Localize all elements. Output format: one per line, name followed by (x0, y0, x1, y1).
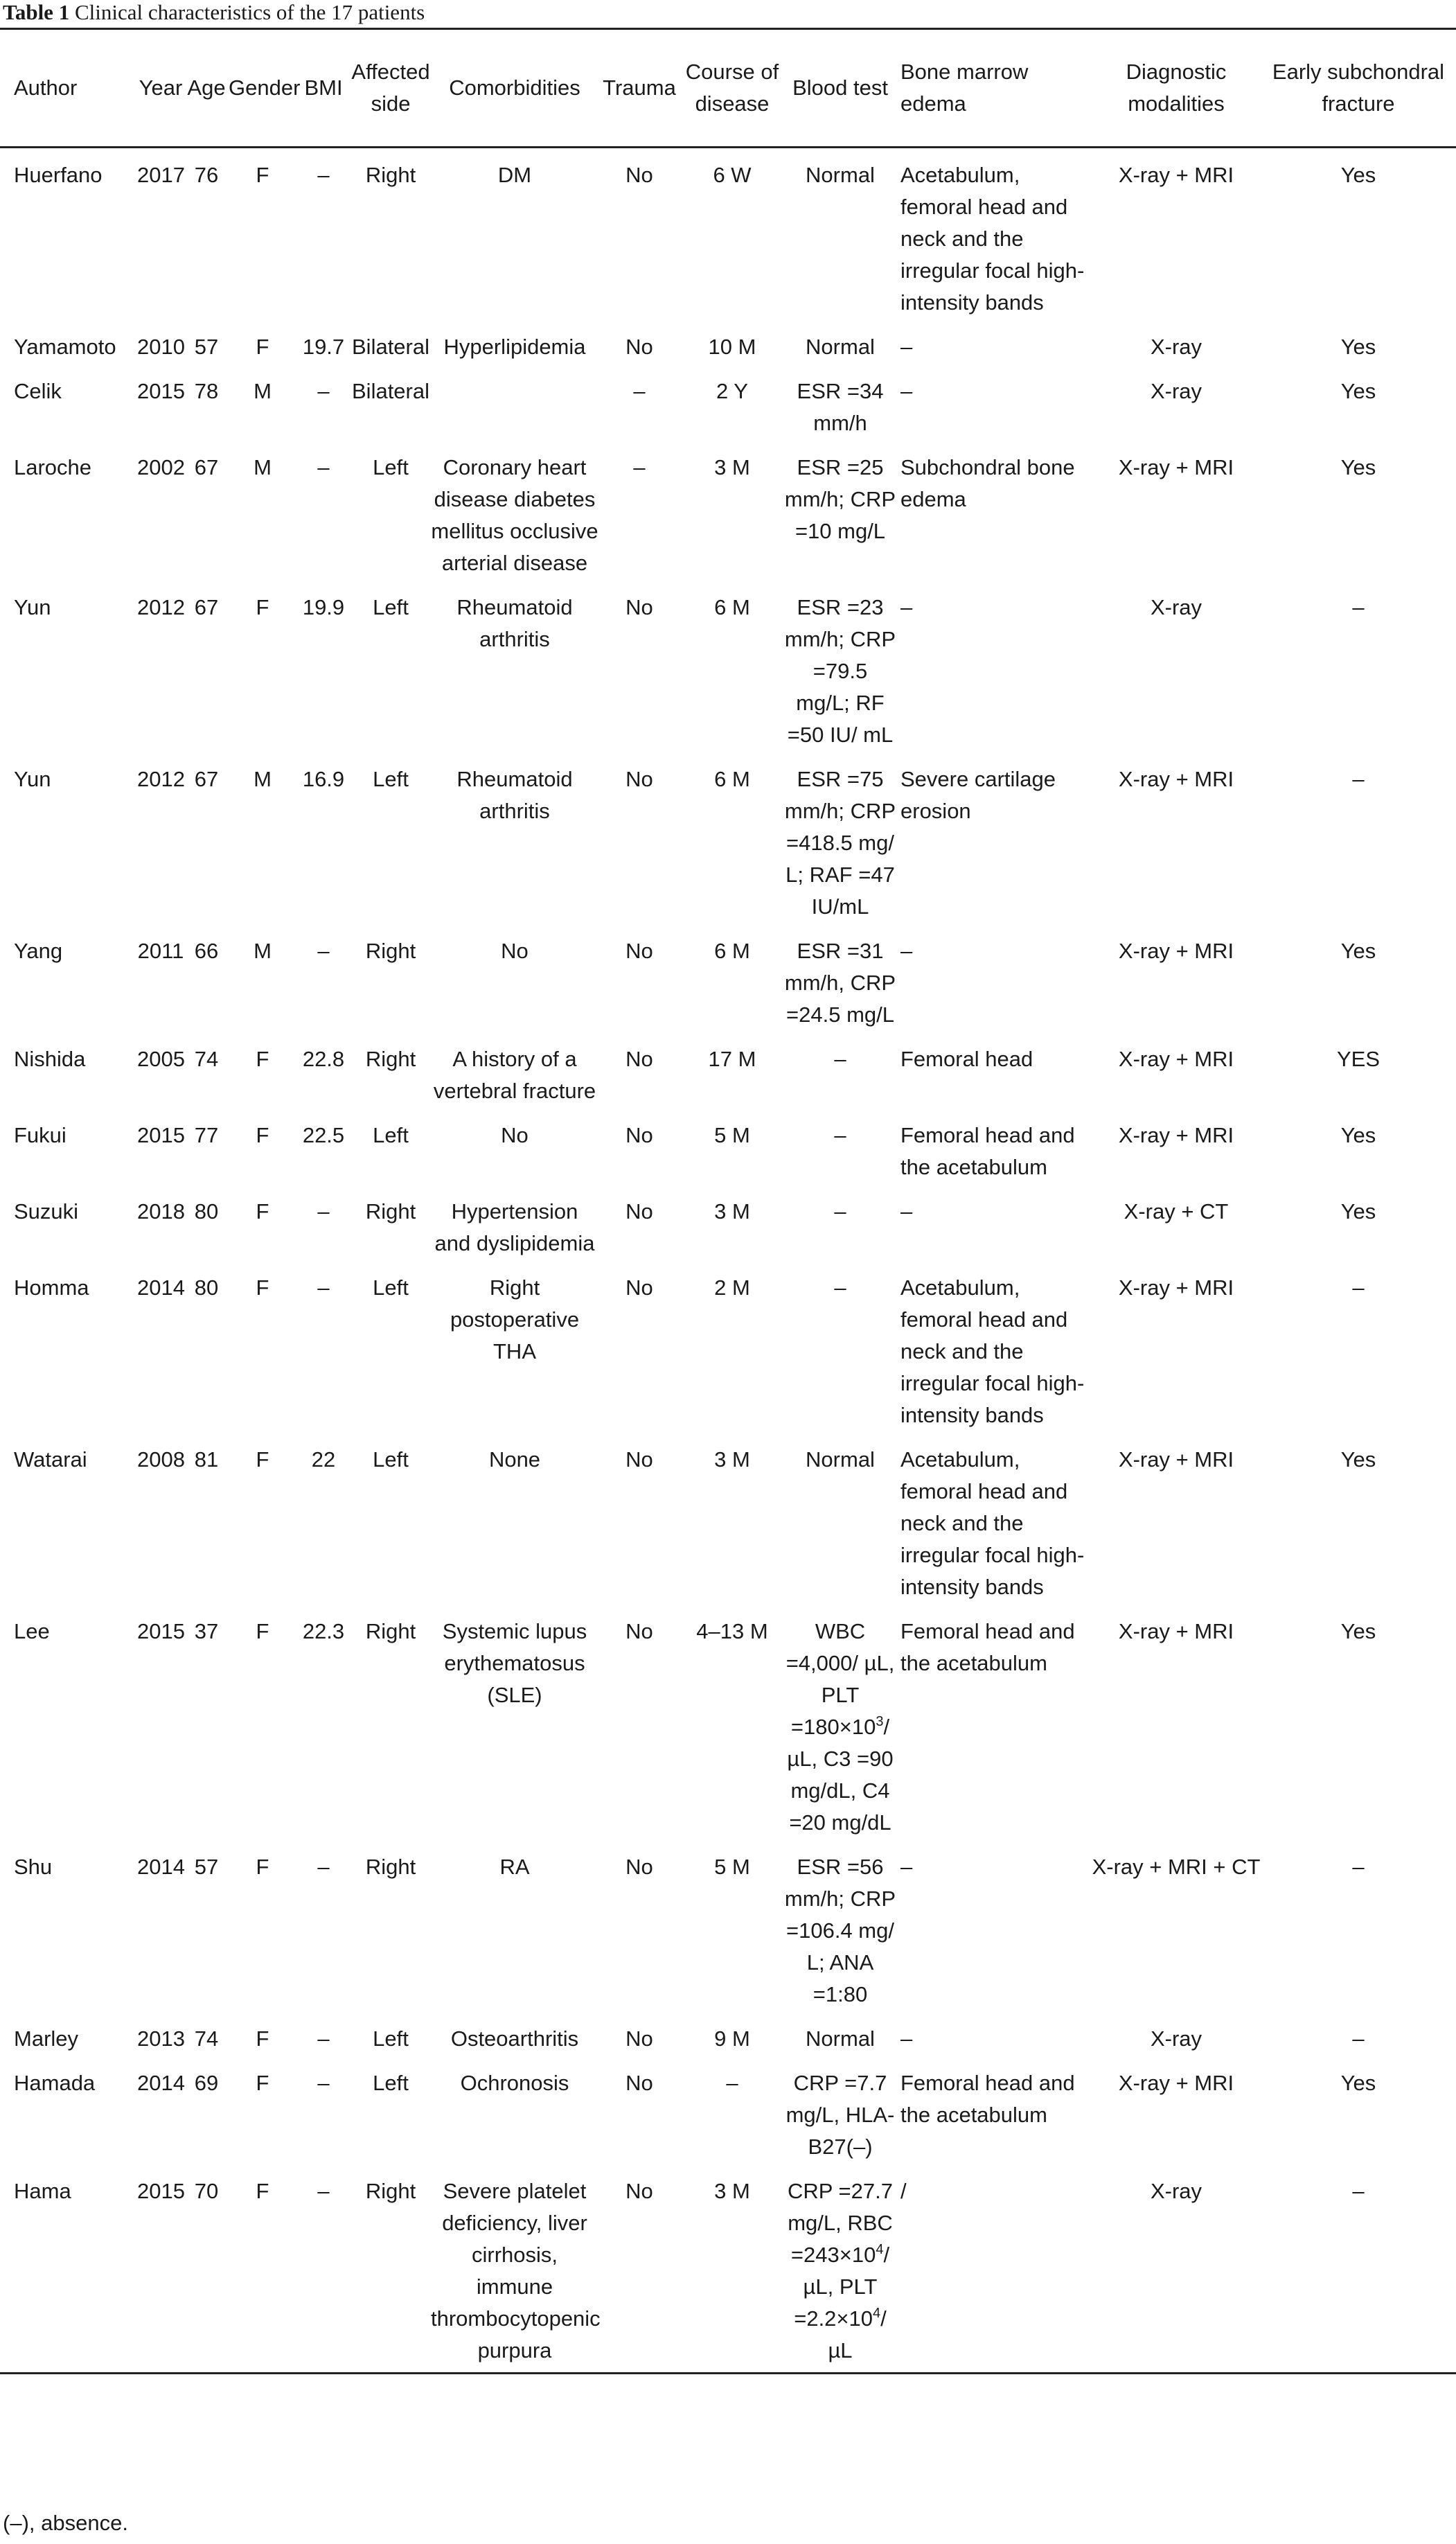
cell-year: 2011 (137, 939, 184, 963)
cell-diagnostic: X-ray + MRI (1118, 455, 1234, 479)
cell-author: Yun (14, 595, 51, 619)
cell-age: 76 (194, 163, 219, 187)
cell-side: Right (365, 939, 416, 963)
table-row (0, 1108, 1456, 1185)
cell-text: / µL, C3 =90 mg/dL, C4 =20 mg/dL (787, 1715, 894, 1835)
cell-gender: F (229, 2164, 296, 2374)
cell-author: Marley (14, 2026, 79, 2051)
cell-author: Watarai (14, 1447, 87, 1472)
cell-diagnostic: X-ray + MRI (1118, 2071, 1234, 2095)
cell-blood-test: – (834, 1275, 846, 1300)
table-row (0, 581, 1456, 752)
table-row (0, 364, 1456, 441)
cell-side: Right (365, 1855, 416, 1879)
header-bmi: BMI (296, 29, 350, 148)
clinical-characteristics-table (0, 28, 1456, 2374)
cell-course: 2 M (714, 1275, 750, 1300)
cell-early-fracture: Yes (1340, 163, 1376, 187)
cell-comorbidities: No (501, 939, 529, 963)
cell-trauma: No (625, 335, 653, 359)
cell-side: Left (373, 2071, 409, 2095)
cell-bmi: – (317, 455, 330, 479)
cell-bmi: 22.8 (302, 1047, 345, 1071)
cell-side: Left (373, 767, 409, 791)
cell-year: 2008 (137, 1447, 185, 1472)
cell-diagnostic: X-ray + MRI (1118, 1619, 1234, 1643)
cell-gender: F (256, 1047, 269, 1071)
cell-year: 2014 (137, 2071, 185, 2095)
cell-year: 2005 (137, 1047, 185, 1071)
cell-course: 6 M (714, 939, 750, 963)
cell-course: 17 M (708, 1047, 756, 1071)
table-row (0, 1261, 1456, 1433)
cell-bone-marrow-edema: – (900, 2026, 913, 2051)
cell-comorbidities: RA (499, 1855, 530, 1879)
cell-bmi: – (317, 1275, 330, 1300)
cell-diagnostic: X-ray + MRI (1118, 1275, 1234, 1300)
cell-year: 2015 (137, 2164, 184, 2374)
cell-early-fracture: – (1352, 1855, 1365, 1879)
cell-comorbidities: Hyperlipidemia (443, 335, 586, 359)
cell-diagnostic: X-ray + MRI (1118, 767, 1234, 791)
cell-diagnostic: X-ray + MRI + CT (1092, 1855, 1261, 1879)
cell-early-fracture: – (1352, 767, 1365, 791)
cell-diagnostic: X-ray (1150, 335, 1202, 359)
cell-blood-test: Normal (806, 163, 875, 187)
cell-course: 9 M (714, 2026, 750, 2051)
cell-bone-marrow-edema: Acetabulum, femoral head and neck and the irregular focal high-intensity bands (900, 163, 1085, 315)
cell-author: Yamamoto (14, 335, 116, 359)
cell-blood-test: Normal (806, 2026, 875, 2051)
cell-blood-test: – (834, 1047, 846, 1071)
cell-comorbidities: Ochronosis (460, 2071, 569, 2095)
cell-gender: F (256, 1619, 269, 1643)
cell-trauma: No (625, 2026, 653, 2051)
cell-author: Yun (14, 767, 51, 791)
table-row (0, 1185, 1456, 1261)
cell-side: Right (365, 1047, 416, 1071)
cell-early-fracture: Yes (1340, 1199, 1376, 1224)
table-row (0, 1032, 1456, 1108)
cell-age: 78 (194, 379, 219, 403)
table-label: Table 1 (3, 0, 70, 24)
cell-year: 2012 (137, 767, 185, 791)
cell-trauma: – (633, 379, 646, 403)
cell-text: /µL (828, 2306, 887, 2362)
table-row (0, 924, 1456, 1032)
cell-trauma: No (625, 163, 653, 187)
cell-year: 2014 (137, 1855, 185, 1879)
cell-author: Fukui (14, 1123, 66, 1147)
cell-author: Nishida (14, 1047, 86, 1071)
cell-gender: M (254, 379, 272, 403)
cell-age: 66 (194, 939, 219, 963)
cell-bmi: – (317, 939, 330, 963)
cell-author: Huerfano (14, 163, 103, 187)
cell-early-fracture: – (1352, 2026, 1365, 2051)
cell-year: 2017 (137, 163, 185, 187)
cell-author: Yang (14, 939, 63, 963)
cell-author: Lee (14, 1619, 50, 1643)
cell-bone-marrow-edema: – (900, 595, 913, 619)
cell-bone-marrow-edema: Acetabulum, femoral head and neck and the irregular focal high-intensity bands (900, 1275, 1085, 1427)
cell-course: 10 M (708, 335, 756, 359)
header-blood-test: Blood test (784, 29, 896, 148)
cell-course: – (726, 2071, 738, 2095)
cell-text: WBC =4,000/ µL, PLT =180×10 (785, 1619, 895, 1739)
cell-side: Right (365, 163, 416, 187)
cell-trauma: No (625, 1199, 653, 1224)
header-author: Author (0, 29, 137, 148)
header-comorbidities: Comorbidities (431, 29, 598, 148)
cell-bmi: – (317, 2071, 330, 2095)
cell-blood-test (784, 1605, 896, 1840)
header-affected-side: Affected side (350, 29, 431, 148)
table-caption (3, 0, 425, 25)
cell-text: CRP =27.7 mg/L, RBC =243×10 (788, 2179, 893, 2267)
cell-bmi: – (317, 1199, 330, 1224)
cell-early-fracture: Yes (1340, 1447, 1376, 1472)
cell-bmi: – (317, 2026, 330, 2051)
cell-trauma: No (625, 595, 653, 619)
cell-diagnostic: X-ray (1150, 379, 1202, 403)
cell-early-fracture: YES (1336, 1047, 1380, 1071)
cell-side: Right (365, 1619, 416, 1643)
table-row (0, 1840, 1456, 2012)
cell-author: Shu (14, 1855, 53, 1879)
cell-trauma: No (625, 1619, 653, 1643)
cell-bmi: 19.7 (302, 335, 345, 359)
cell-bmi: 22.5 (302, 1123, 345, 1147)
cell-blood-test: – (834, 1123, 846, 1147)
table-body (0, 148, 1456, 2374)
cell-course: 6 W (713, 163, 752, 187)
cell-course: 4–13 M (696, 1619, 768, 1643)
cell-text: / µL, PLT =2.2×10 (794, 2243, 890, 2331)
cell-age: 57 (194, 335, 219, 359)
cell-comorbidities (431, 364, 598, 441)
cell-age: 80 (194, 1199, 219, 1224)
cell-side: Left (373, 595, 409, 619)
cell-trauma: No (625, 2071, 653, 2095)
cell-bmi: – (317, 1855, 330, 1879)
cell-comorbidities: DM (497, 163, 532, 187)
cell-bmi: – (317, 163, 330, 187)
cell-comorbidities: Osteoarthritis (450, 2026, 579, 2051)
cell-bone-marrow-edema: Femoral head and the acetabulum (900, 1619, 1075, 1675)
cell-year: 2010 (137, 335, 185, 359)
cell-bone-marrow-edema: Acetabulum, femoral head and neck and the irregular focal high-intensity bands (900, 1447, 1085, 1599)
cell-course: 3 M (714, 1199, 750, 1224)
cell-age: 37 (194, 1619, 219, 1643)
cell-side: Left (373, 1447, 409, 1472)
cell-diagnostic: X-ray + MRI (1118, 939, 1234, 963)
cell-comorbidities: Right postoperative THA (450, 1275, 580, 1363)
cell-side: Bilateral (352, 379, 429, 403)
cell-early-fracture: Yes (1340, 379, 1376, 403)
cell-gender: F (256, 595, 269, 619)
cell-diagnostic: X-ray (1150, 2026, 1202, 2051)
cell-year: 2018 (137, 1199, 185, 1224)
cell-gender: F (256, 335, 269, 359)
header-early-subchondral-fracture: Early subchondral fracture (1261, 29, 1456, 148)
cell-author: Laroche (14, 455, 92, 479)
table-row (0, 1433, 1456, 1605)
cell-comorbidities: A history of a vertebral fracture (433, 1047, 596, 1103)
header-course-of-disease: Course of disease (680, 29, 784, 148)
cell-early-fracture: Yes (1340, 455, 1376, 479)
cell-author: Celik (14, 379, 62, 403)
cell-gender: M (254, 767, 272, 791)
cell-blood-test (784, 2164, 896, 2374)
superscript: 4 (873, 2306, 881, 2321)
cell-bone-marrow-edema: – (900, 1199, 913, 1224)
cell-bmi: – (296, 2164, 350, 2374)
cell-diagnostic: X-ray + MRI (1118, 1123, 1234, 1147)
cell-year: 2015 (137, 379, 185, 403)
cell-course: 5 M (714, 1855, 750, 1879)
cell-bone-marrow-edema: Femoral head and the acetabulum (900, 2071, 1075, 2127)
table-header (0, 29, 1456, 148)
cell-comorbidities: No (501, 1123, 529, 1147)
table-row (0, 1605, 1456, 1840)
cell-gender: M (254, 939, 272, 963)
header-age: Age (184, 29, 229, 148)
cell-gender: F (256, 1855, 269, 1879)
cell-age: 80 (194, 1275, 219, 1300)
cell-trauma: – (633, 455, 646, 479)
table-row (0, 148, 1456, 321)
cell-trauma: No (625, 1855, 653, 1879)
cell-comorbidities: Severe platelet deficiency, liver cirrhosis, immune thrombocytopenic purpura (431, 2164, 598, 2374)
cell-year: 2014 (137, 1275, 185, 1300)
table-title: Clinical characteristics of the 17 patients (74, 0, 425, 24)
cell-bmi: 22.3 (302, 1619, 345, 1643)
cell-blood-test: – (834, 1199, 846, 1224)
cell-age: 67 (194, 595, 219, 619)
cell-bone-marrow-edema: Femoral head and the acetabulum (900, 1123, 1075, 1179)
cell-course: 2 Y (716, 379, 748, 403)
cell-course: 3 M (680, 2164, 784, 2374)
cell-year: 2012 (137, 595, 185, 619)
cell-early-fracture: – (1352, 1275, 1365, 1300)
cell-blood-test: ESR =56 mm/h; CRP =106.4 mg/ L; ANA =1:80 (784, 1855, 896, 2006)
cell-side: Bilateral (352, 335, 429, 359)
cell-early-fracture: Yes (1340, 1123, 1376, 1147)
cell-trauma: No (625, 939, 653, 963)
cell-blood-test: Normal (806, 335, 875, 359)
cell-diagnostic: X-ray (1092, 2164, 1261, 2374)
table-row (0, 441, 1456, 581)
cell-age: 77 (194, 1123, 219, 1147)
cell-diagnostic: X-ray + MRI (1118, 1447, 1234, 1472)
cell-blood-test: ESR =23 mm/h; CRP =79.5 mg/L; RF =50 IU/ mL (784, 595, 896, 747)
cell-blood-test: ESR =31 mm/h, CRP =24.5 mg/L (784, 939, 896, 1027)
cell-blood-test: ESR =25 mm/h; CRP =10 mg/L (784, 455, 896, 543)
cell-gender: F (256, 1275, 269, 1300)
cell-diagnostic: X-ray + MRI (1118, 1047, 1234, 1071)
table-row (0, 320, 1456, 364)
cell-side: Left (373, 1123, 409, 1147)
cell-side: Left (373, 2026, 409, 2051)
cell-gender: F (256, 1199, 269, 1224)
cell-early-fracture: Yes (1340, 2071, 1376, 2095)
cell-bone-marrow-edema: Severe cartilage erosion (900, 767, 1056, 823)
cell-trauma: No (625, 1047, 653, 1071)
cell-side: Right (365, 1199, 416, 1224)
cell-comorbidities: Rheumatoid arthritis (456, 595, 573, 651)
cell-age: 67 (194, 767, 219, 791)
cell-early-fracture: Yes (1340, 939, 1376, 963)
header-gender: Gender (229, 29, 296, 148)
cell-author: Homma (14, 1275, 89, 1300)
cell-age: 74 (194, 2026, 219, 2051)
cell-gender: F (256, 1123, 269, 1147)
cell-age: 81 (194, 1447, 219, 1472)
cell-gender: F (256, 1447, 269, 1472)
cell-trauma: No (625, 1275, 653, 1300)
cell-year: 2015 (137, 1619, 185, 1643)
cell-author: Suzuki (14, 1199, 79, 1224)
cell-year: 2015 (137, 1123, 185, 1147)
cell-course: 6 M (714, 595, 750, 619)
cell-age: 70 (184, 2164, 229, 2374)
header-year: Year (137, 29, 184, 148)
cell-trauma: No (625, 1123, 653, 1147)
table-row (0, 2164, 1456, 2374)
cell-diagnostic: X-ray + MRI (1118, 163, 1234, 187)
cell-bmi: 19.9 (302, 595, 345, 619)
cell-comorbidities: Systemic lupus erythematosus (SLE) (442, 1619, 587, 1707)
cell-bone-marrow-edema: – (900, 939, 913, 963)
header-bone-marrow-edema: Bone marrow edema (896, 29, 1092, 148)
cell-bone-marrow-edema: Subchondral bone edema (900, 455, 1075, 511)
cell-diagnostic: X-ray (1150, 595, 1202, 619)
cell-bone-marrow-edema: / (896, 2164, 1092, 2374)
table-row (0, 2012, 1456, 2056)
cell-bone-marrow-edema: Femoral head (900, 1047, 1033, 1071)
cell-age: 57 (194, 1855, 219, 1879)
cell-course: 3 M (714, 1447, 750, 1472)
cell-comorbidities: Rheumatoid arthritis (456, 767, 573, 823)
cell-author: Hama (0, 2164, 137, 2374)
cell-age: 69 (194, 2071, 219, 2095)
cell-side: Left (373, 1275, 409, 1300)
cell-comorbidities: None (488, 1447, 541, 1472)
superscript: 3 (876, 1714, 884, 1729)
table-row (0, 752, 1456, 924)
header-trauma: Trauma (598, 29, 680, 148)
cell-gender: F (256, 163, 269, 187)
cell-year: 2002 (137, 455, 185, 479)
cell-course: 3 M (714, 455, 750, 479)
cell-bone-marrow-edema: – (900, 379, 913, 403)
table-row (0, 2056, 1456, 2164)
cell-bmi: 22 (311, 1447, 336, 1472)
cell-course: 6 M (714, 767, 750, 791)
cell-bone-marrow-edema: – (900, 335, 913, 359)
cell-blood-test: CRP =7.7 mg/L, HLA-B27(–) (785, 2071, 895, 2159)
cell-early-fracture: Yes (1340, 335, 1376, 359)
cell-bmi: – (317, 379, 330, 403)
cell-bmi: 16.9 (302, 767, 345, 791)
cell-side: Left (373, 455, 409, 479)
table-footnote: (–), absence. (3, 2511, 128, 2535)
cell-early-fracture: – (1261, 2164, 1456, 2374)
cell-gender: F (256, 2071, 269, 2095)
cell-comorbidities: Hypertension and dyslipidemia (434, 1199, 595, 1255)
cell-gender: F (256, 2026, 269, 2051)
cell-early-fracture: – (1352, 595, 1365, 619)
cell-bone-marrow-edema: – (900, 1855, 913, 1879)
cell-trauma: No (625, 1447, 653, 1472)
cell-comorbidities: Coronary heart disease diabetes mellitus occlusive arterial disease (431, 455, 598, 575)
cell-early-fracture: Yes (1340, 1619, 1376, 1643)
cell-course: 5 M (714, 1123, 750, 1147)
cell-blood-test: ESR =34 mm/h (797, 379, 884, 435)
header-diagnostic-modalities: Diagnostic modalities (1092, 29, 1261, 148)
cell-year: 2013 (137, 2026, 185, 2051)
cell-trauma: No (598, 2164, 680, 2374)
superscript: 4 (876, 2242, 884, 2257)
cell-diagnostic: X-ray + CT (1124, 1199, 1229, 1224)
cell-gender: M (254, 455, 272, 479)
cell-author: Hamada (14, 2071, 96, 2095)
cell-blood-test: ESR =75 mm/h; CRP =418.5 mg/ L; RAF =47 IU/mL (784, 767, 896, 919)
cell-side: Right (350, 2164, 431, 2374)
cell-age: 74 (194, 1047, 219, 1071)
cell-trauma: No (625, 767, 653, 791)
cell-blood-test: Normal (806, 1447, 875, 1472)
cell-age: 67 (194, 455, 219, 479)
